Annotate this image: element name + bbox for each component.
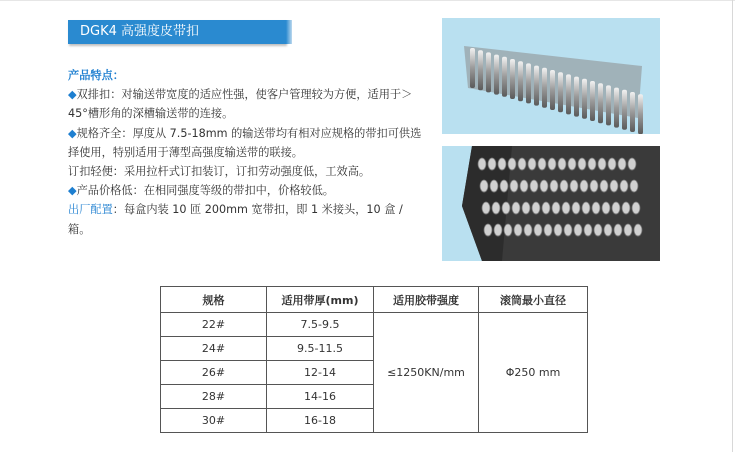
row-model: 30# <box>161 409 267 433</box>
rivet-plate <box>620 180 628 192</box>
rivet-plate <box>530 180 538 192</box>
feature-item-easy-fastening <box>68 162 423 181</box>
fastener-hook <box>574 77 579 117</box>
rivet-plate <box>510 180 518 192</box>
rivet-plate <box>578 158 586 170</box>
row-model: 22# <box>161 313 267 337</box>
diamond-icon: ◆ <box>68 184 77 198</box>
rivet-plate <box>484 224 492 236</box>
fastener-hook <box>518 61 523 101</box>
strength-cell: ≤1250KN/mm <box>374 313 479 433</box>
row-model: 26# <box>161 361 267 385</box>
header-belt-thickness: 适用带厚(mm) <box>267 287 374 313</box>
rivet-plate <box>594 224 602 236</box>
rivet-plate <box>554 224 562 236</box>
feature-text: ：采用拉杆式订扣装订，订扣劳动强度低，工效高。 <box>112 165 371 179</box>
rivet-plate <box>612 202 620 214</box>
fastener-hook <box>542 68 547 108</box>
rivet-plate <box>540 180 548 192</box>
rivet-plate <box>500 180 508 192</box>
fastener-hook <box>494 55 499 95</box>
rivet-plate <box>528 158 536 170</box>
fastener-hook <box>582 79 587 119</box>
right-border <box>732 0 733 452</box>
row-thickness: 9.5-11.5 <box>267 337 374 361</box>
fastener-hook <box>638 94 643 134</box>
fastener-hook <box>590 81 595 121</box>
packing-label: 出厂配置 <box>68 203 113 217</box>
rivet-plate <box>520 180 528 192</box>
rivet-plate <box>482 202 490 214</box>
feature-label: 规格齐全 <box>76 126 122 140</box>
table-row <box>161 313 588 337</box>
row-model: 24# <box>161 337 267 361</box>
fastener-hook <box>534 66 539 106</box>
fastener-hook <box>510 59 515 99</box>
fastener-hook <box>558 72 563 112</box>
rivet-plate <box>560 180 568 192</box>
spec-table <box>160 286 588 433</box>
top-border <box>0 0 735 1</box>
rivet-plate <box>568 158 576 170</box>
feature-label: 订扣轻便 <box>68 165 113 179</box>
header-min-drum-diameter: 滚筒最小直径 <box>479 287 588 313</box>
fastener-hook <box>526 63 531 103</box>
feature-item-low-price <box>68 181 423 200</box>
rivet-plate <box>634 224 642 236</box>
feature-item-specs <box>68 124 423 162</box>
rivet-plate <box>550 180 558 192</box>
fastener-hook <box>614 88 619 128</box>
diamond-icon: ◆ <box>68 126 77 140</box>
rivet-plate <box>518 158 526 170</box>
rivet-plate <box>480 180 488 192</box>
fastener-hook <box>550 70 555 110</box>
rivet-plate <box>600 180 608 192</box>
feature-label: 双排扣 <box>76 88 111 102</box>
rivet-plate <box>618 158 626 170</box>
fastener-hook <box>502 57 507 97</box>
rivet-plate <box>562 202 570 214</box>
rivet-plate <box>488 158 496 170</box>
rivet-plate <box>614 224 622 236</box>
rivet-plate <box>532 202 540 214</box>
rivet-plate <box>588 158 596 170</box>
min-diameter-cell: Φ250 mm <box>479 313 588 433</box>
feature-text: ：厚度从 7.5-18mm 的输送带均有相对应规格的带扣可供选择使用，特别适用于薄型高强度输送带的联接。 <box>68 126 422 159</box>
rivet-plate <box>522 202 530 214</box>
rivet-plate <box>582 202 590 214</box>
rivet-plate <box>494 224 502 236</box>
table-header-row <box>161 287 588 313</box>
rivet-plate <box>624 224 632 236</box>
row-thickness: 14-16 <box>267 385 374 409</box>
rivet-plate <box>508 158 516 170</box>
rivet-plate <box>542 202 550 214</box>
rivet-plate <box>502 202 510 214</box>
rivet-plate <box>572 202 580 214</box>
header-belt-strength: 适用胶带强度 <box>374 287 479 313</box>
fastener-hook <box>486 52 491 92</box>
fasteners-on-belt-photo <box>442 146 660 261</box>
rivet-plate <box>538 158 546 170</box>
rivet-plate <box>552 202 560 214</box>
feature-text: ：对输送带宽度的适应性强，使客户管理较为方便，适用于＞45°槽形角的深槽输送带的连接。 <box>68 88 413 121</box>
rivet-plate <box>548 158 556 170</box>
fastener-hook <box>630 92 635 132</box>
rivet-plate <box>622 202 630 214</box>
rivet-plate <box>632 202 640 214</box>
fastener-hook <box>478 50 483 90</box>
rivet-plate <box>492 202 500 214</box>
packing-info <box>68 200 423 238</box>
rivet-plate <box>574 224 582 236</box>
rivet-plate <box>598 158 606 170</box>
rivet-plate <box>544 224 552 236</box>
rivet-plate <box>478 158 486 170</box>
feature-item-double-row <box>68 85 423 123</box>
row-thickness: 12-14 <box>267 361 374 385</box>
rivet-plate <box>524 224 532 236</box>
fastener-hook <box>566 74 571 114</box>
fastener-strip-photo <box>442 18 660 134</box>
fastener-hook <box>606 85 611 125</box>
rivet-plate <box>630 180 638 192</box>
rivet-plate <box>604 224 612 236</box>
rivet-plate <box>610 180 618 192</box>
rivet-plate <box>584 224 592 236</box>
feature-label: 产品价格低 <box>76 184 133 198</box>
product-title: DGK4 高强度皮带扣 <box>68 20 286 44</box>
fastener-hook <box>622 90 627 130</box>
rivet-plate <box>602 202 610 214</box>
fastener-hook <box>470 48 475 88</box>
feature-text: ：在相同强度等级的带扣中，价格较低。 <box>132 184 334 198</box>
rivet-plate <box>504 224 512 236</box>
feature-section <box>68 66 423 239</box>
rivet-plate <box>592 202 600 214</box>
diamond-icon: ◆ <box>68 88 77 102</box>
rivet-plate <box>580 180 588 192</box>
rivet-plate <box>534 224 542 236</box>
header-model: 规格 <box>161 287 267 313</box>
rivet-plate <box>590 180 598 192</box>
row-model: 28# <box>161 385 267 409</box>
rivet-plate <box>628 158 636 170</box>
row-thickness: 16-18 <box>267 409 374 433</box>
rivet-plate <box>512 202 520 214</box>
rivet-plate <box>564 224 572 236</box>
packing-text: ：每盒内装 10 匝 200mm 宽带扣，即 1 米接头，10 盒 /箱。 <box>68 203 403 236</box>
rivet-plate <box>490 180 498 192</box>
rivet-plate <box>570 180 578 192</box>
fastener-hook <box>598 83 603 123</box>
row-thickness: 7.5-9.5 <box>267 313 374 337</box>
rivet-plate <box>608 158 616 170</box>
rivet-plate <box>498 158 506 170</box>
rivet-plate <box>558 158 566 170</box>
features-heading: 产品特点： <box>68 69 124 82</box>
rivet-plate <box>514 224 522 236</box>
